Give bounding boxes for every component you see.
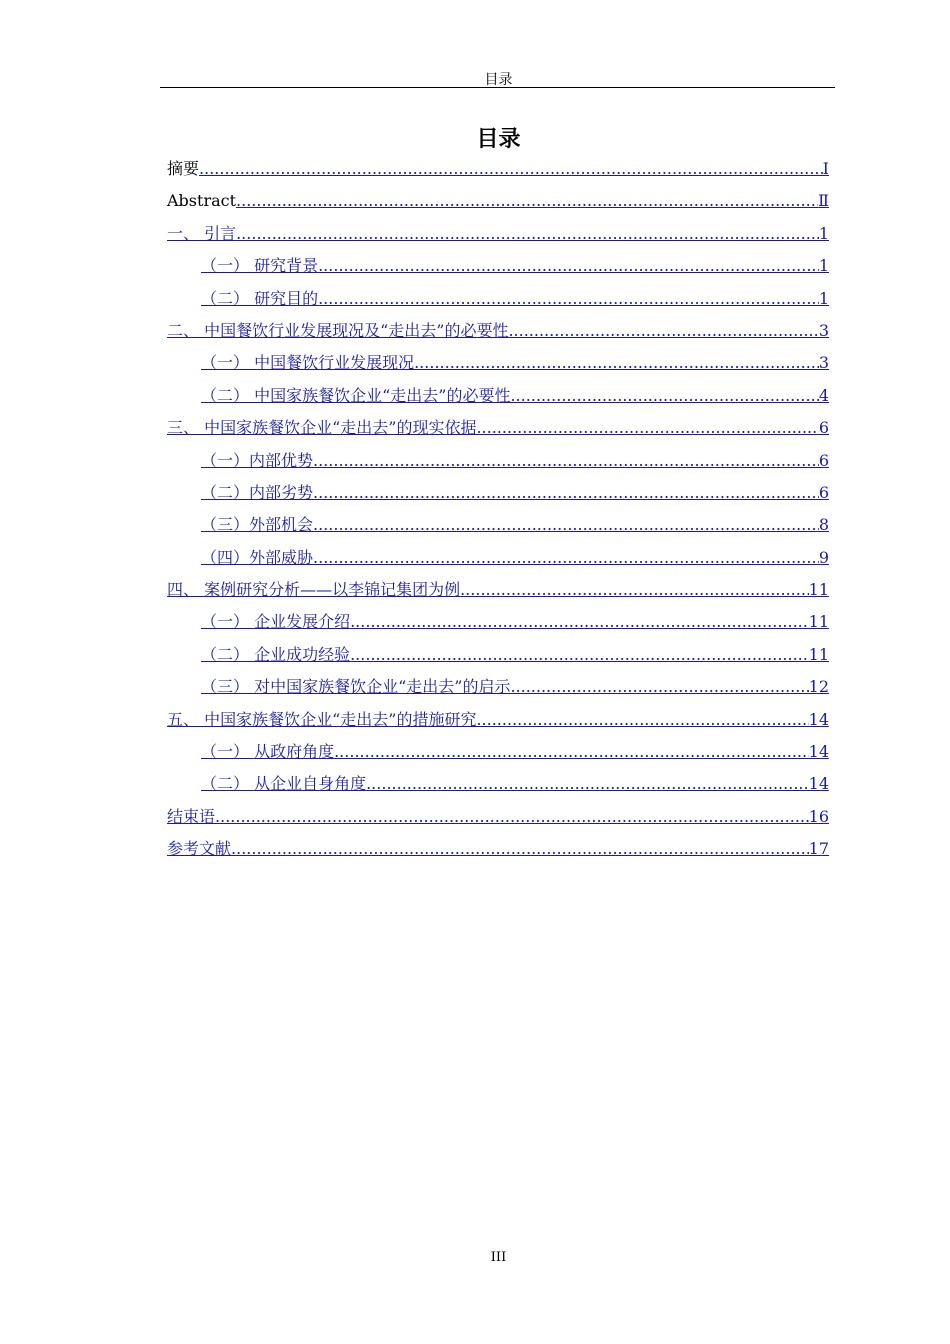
header-rule bbox=[160, 87, 835, 88]
toc-leader bbox=[510, 385, 818, 407]
toc-leader bbox=[313, 482, 819, 504]
toc-entry-page: 9 bbox=[818, 547, 829, 567]
toc-entry-section-5-1[interactable] bbox=[167, 741, 829, 773]
toc-leader bbox=[334, 741, 809, 763]
toc-leader bbox=[350, 611, 809, 633]
toc-leader bbox=[366, 773, 809, 795]
toc-entry-label: 五、 中国家族餐饮企业“走出去”的措施研究 bbox=[167, 709, 477, 729]
toc-entry-section-3-2[interactable] bbox=[167, 482, 829, 514]
toc-leader bbox=[508, 320, 818, 342]
toc-entry-page: 17 bbox=[808, 839, 829, 859]
page-header-title: 目录 bbox=[484, 72, 513, 88]
toc-entry-label: Abstract bbox=[167, 191, 237, 211]
toc-entry-page: 16 bbox=[808, 806, 829, 826]
toc-entry-page: 1 bbox=[818, 256, 829, 276]
toc-list bbox=[167, 158, 829, 871]
toc-entry-label: 结束语 bbox=[167, 806, 216, 826]
toc-entry-page: 8 bbox=[818, 515, 829, 535]
toc-leader bbox=[460, 579, 809, 601]
toc-entry-page: 1 bbox=[818, 223, 829, 243]
toc-entry-label: （一） 从政府角度 bbox=[201, 742, 335, 762]
toc-entry-label: （二） 中国家族餐饮企业“走出去”的必要性 bbox=[201, 385, 511, 405]
toc-entry-section-3-3[interactable] bbox=[167, 514, 829, 546]
toc-entry-page: 14 bbox=[808, 774, 829, 794]
toc-entry-label: （三） 对中国家族餐饮企业“走出去”的启示 bbox=[201, 677, 511, 697]
toc-entry-section-2-2[interactable] bbox=[167, 385, 829, 417]
toc-title: 目录 bbox=[476, 126, 521, 152]
toc-entry-page: 6 bbox=[818, 450, 829, 470]
toc-leader bbox=[350, 644, 809, 666]
toc-entry-label: （四）外部威胁 bbox=[201, 547, 314, 567]
toc-entry-abstract-cn[interactable] bbox=[167, 158, 829, 190]
toc-leader bbox=[231, 838, 809, 860]
toc-leader bbox=[199, 158, 823, 180]
toc-leader bbox=[414, 352, 819, 374]
toc-entry-label: 三、 中国家族餐饮企业“走出去”的现实依据 bbox=[167, 418, 477, 438]
toc-entry-section-5[interactable] bbox=[167, 709, 829, 741]
toc-entry-section-4-2[interactable] bbox=[167, 644, 829, 676]
toc-entry-page: 1 bbox=[818, 288, 829, 308]
toc-entry-label: 四、 案例研究分析——以李锦记集团为例 bbox=[167, 580, 461, 600]
toc-leader bbox=[476, 709, 808, 731]
toc-leader bbox=[313, 450, 819, 472]
toc-entry-section-2-1[interactable] bbox=[167, 352, 829, 384]
toc-entry-section-1-1[interactable] bbox=[167, 255, 829, 287]
toc-entry-label: （一） 研究背景 bbox=[201, 256, 319, 276]
toc-leader bbox=[318, 255, 819, 277]
toc-entry-section-2[interactable] bbox=[167, 320, 829, 352]
toc-entry-section-4-3[interactable] bbox=[167, 676, 829, 708]
toc-entry-section-3-4[interactable] bbox=[167, 547, 829, 579]
toc-entry-label: 二、 中国餐饮行业发展现况及“走出去”的必要性 bbox=[167, 320, 509, 340]
toc-entry-page: 6 bbox=[818, 482, 829, 502]
toc-entry-label: 一、 引言 bbox=[167, 223, 237, 243]
toc-entry-label: （二） 从企业自身角度 bbox=[201, 774, 367, 794]
toc-leader bbox=[510, 676, 808, 698]
toc-entry-label: （一） 中国餐饮行业发展现况 bbox=[201, 353, 415, 373]
toc-entry-page: 12 bbox=[808, 677, 829, 697]
toc-entry-page: 14 bbox=[808, 709, 829, 729]
toc-leader bbox=[313, 547, 819, 569]
toc-entry-page: 3 bbox=[818, 320, 829, 340]
toc-entry-label: （一） 企业发展介绍 bbox=[201, 612, 351, 632]
toc-entry-section-3[interactable] bbox=[167, 417, 829, 449]
toc-entry-page: 14 bbox=[808, 742, 829, 762]
toc-entry-page: 4 bbox=[818, 385, 829, 405]
toc-entry-label: （二） 研究目的 bbox=[201, 288, 319, 308]
toc-leader bbox=[215, 806, 809, 828]
toc-entry-section-3-1[interactable] bbox=[167, 450, 829, 482]
toc-entry-section-5-2[interactable] bbox=[167, 773, 829, 805]
toc-entry-section-4-1[interactable] bbox=[167, 611, 829, 643]
toc-leader bbox=[318, 288, 819, 310]
toc-entry-label: 参考文献 bbox=[167, 839, 232, 859]
toc-entry-label: （三）外部机会 bbox=[201, 515, 314, 535]
toc-entry-page: 11 bbox=[808, 644, 829, 664]
toc-entry-page: Ⅱ bbox=[818, 191, 829, 211]
toc-entry-references[interactable] bbox=[167, 838, 829, 870]
toc-entry-page: 3 bbox=[818, 353, 829, 373]
toc-entry-label: （二）内部劣势 bbox=[201, 482, 314, 502]
toc-entry-page: 6 bbox=[818, 418, 829, 438]
toc-entry-section-4[interactable] bbox=[167, 579, 829, 611]
toc-entry-abstract-en[interactable] bbox=[167, 190, 829, 222]
toc-leader bbox=[236, 190, 818, 212]
toc-leader bbox=[236, 223, 819, 245]
toc-entry-section-1[interactable] bbox=[167, 223, 829, 255]
toc-entry-conclusion[interactable] bbox=[167, 806, 829, 838]
toc-entry-label: 摘要 bbox=[167, 159, 200, 178]
footer-page-number: III bbox=[490, 1250, 507, 1265]
toc-entry-page: 11 bbox=[808, 612, 829, 632]
toc-entry-label: （一）内部优势 bbox=[201, 450, 314, 470]
toc-entry-section-1-2[interactable] bbox=[167, 288, 829, 320]
toc-entry-label: （二） 企业成功经验 bbox=[201, 644, 351, 664]
toc-leader bbox=[476, 417, 818, 439]
toc-entry-page: 11 bbox=[808, 580, 829, 600]
toc-leader bbox=[313, 514, 819, 536]
toc-entry-page: I bbox=[822, 159, 829, 178]
